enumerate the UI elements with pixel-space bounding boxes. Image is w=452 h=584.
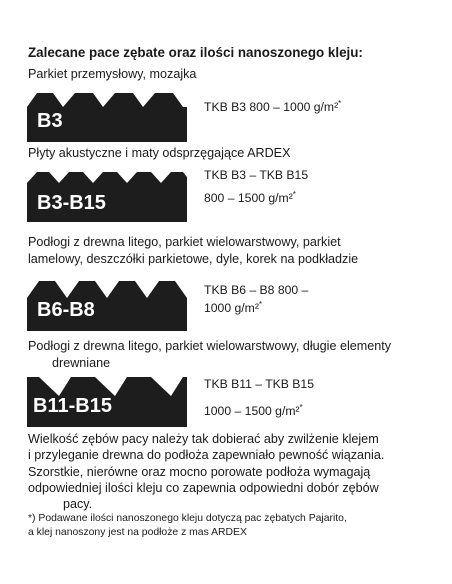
section-2-spec-line1: TKB B3 – TKB B15 <box>204 168 309 183</box>
section-1-description: Parkiet przemysłowy, mozajka <box>28 67 197 81</box>
section-4-spec-line1: TKB B11 – TKB B15 <box>204 377 314 392</box>
section-4-description-line1: Podłogi z drewna litego, parkiet wielowarstwowy, długie elementy <box>28 339 392 353</box>
paragraph-line: i przyleganie drewna do podłoża zapewniało pewność wiązania. <box>28 448 385 463</box>
section-4-description <box>28 338 428 372</box>
paragraph-line: pacy. <box>63 497 93 512</box>
section-3-description-line2: lamelowy, deszczółki parkietowe, dyle, korek na podkładzie <box>28 252 359 266</box>
section-3-spec-line2: 1000 g/m²* <box>204 300 262 316</box>
trowel-profile-b3 <box>27 89 187 142</box>
trowel-profile-b3-b15 <box>27 169 187 222</box>
trowel-label-b3: B3 <box>37 110 63 132</box>
section-3-spec-line1: TKB B6 – B8 800 – <box>204 283 309 298</box>
trowel-profile-b11-b15 <box>27 372 187 427</box>
section-3-description-line1: Podłogi z drewna litego, parkiet wielowarstwowy, parkiet <box>28 235 341 249</box>
section-4-spec-line2: 1000 – 1500 g/m²* <box>204 403 303 419</box>
section-2-description: Płyty akustyczne i maty odsprzęgające ARDEX <box>28 146 291 160</box>
paragraph-line: Wielkość zębów pacy należy tak dobierać aby zwilżenie klejem <box>28 432 379 446</box>
adhesive-guidance-paragraph <box>28 431 428 512</box>
paragraph-line: odpowiedniej ilości kleju co zapewnia odpowiedni dobór zębów <box>28 480 379 495</box>
footnote-line: *) Podawane ilości nanoszonego kleju dotyczą pac zębatych Pajarito, <box>28 513 347 524</box>
trowel-label-b11-b15: B11-B15 <box>33 395 112 417</box>
section-4-description-line2: drewniane <box>52 356 111 370</box>
footnote <box>28 512 438 539</box>
trowel-label-b6-b8: B6-B8 <box>37 299 95 321</box>
section-3-description <box>28 234 358 268</box>
section-2-spec-line2: 800 – 1500 g/m²* <box>204 190 296 206</box>
paragraph-line: Szorstkie, nierówne oraz mocno porowate podłoża wymagają <box>28 464 371 479</box>
footnote-line: a klej nanoszony jest na podłoże z mas ARDEX <box>28 526 247 538</box>
section-1-spec-line1: TKB B3 800 – 1000 g/m²* <box>204 99 342 115</box>
trowel-profile-b6-b8 <box>27 276 187 331</box>
page-heading: Zalecane pace zębate oraz ilości nanoszonego kleju: <box>28 45 363 60</box>
trowel-label-b3-b15: B3-B15 <box>37 192 106 214</box>
